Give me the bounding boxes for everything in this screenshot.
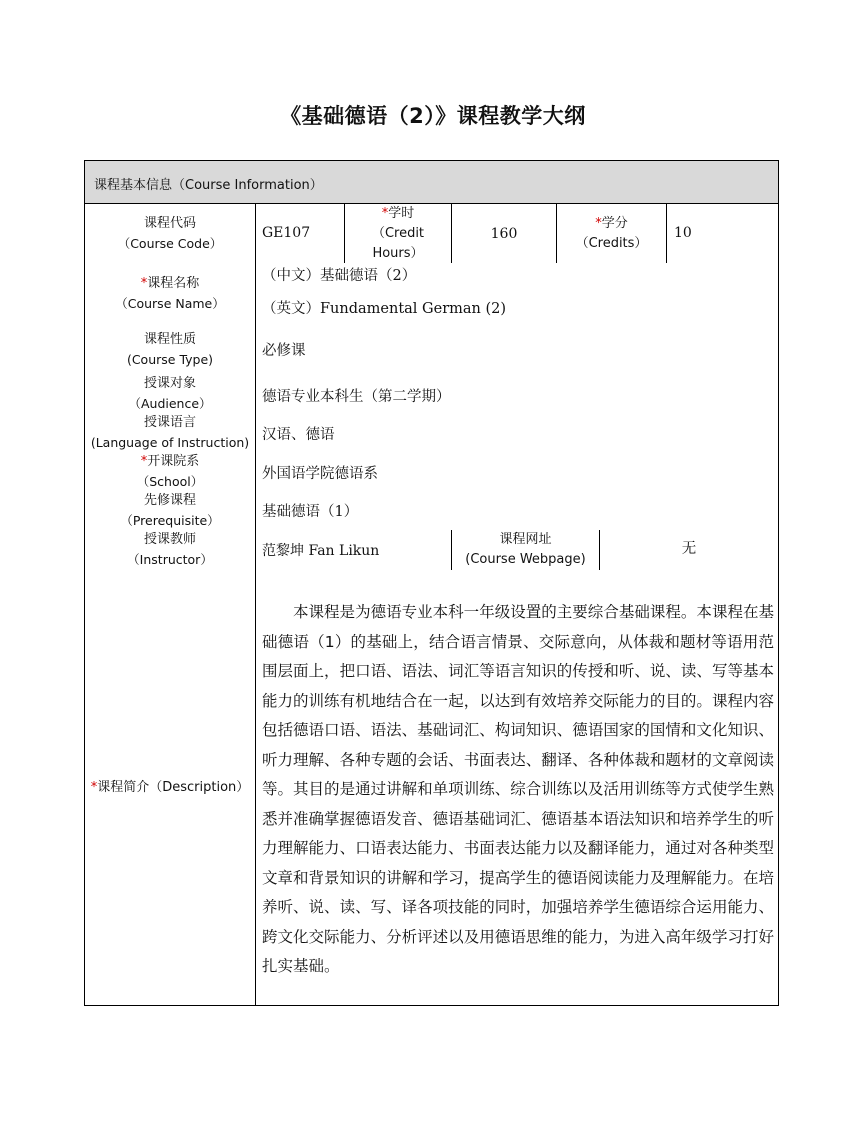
course-name-label: *课程名称 （Course Name） bbox=[115, 276, 225, 311]
description-text: 本课程是为德语专业本科一年级设置的主要综合基础课程。本课程在基础德语（1）的基础上，结合语言情景、交际意向，从体裁和题材等语用范围层面上，把口语、语法、词汇等语言知识的传授和听、说、读、写等基本能力的训练有机地结合在一起，以达到有效培养交际能力的目的。课程内容包括德语口语、语法、基础词汇、构词知识、德语国家的国情和文化知识、听力理解、各种专题的会话、书面表达、翻译、各种体裁和题材的文章阅读等。其目的是通过讲解和单项训练、综合训练以及活用训练等方式使学生熟悉并准确掌握德语发音、德语基础词汇、德语基本语法知识和培养学生的听力理解能力、口语表达能力、书面表达能力以及翻译能力，通过对各种类型文章和背景知识的讲解和学习，提高学生的德语阅读能力及理解能力。在培养听、说、读、写、译各项技能的同时，加强培养学生德语综合运用能力、跨文化交际能力、分析评述以及用德语思维的能力，为进入高年级学习打好扎实基础。 bbox=[262, 603, 774, 975]
audience-value: 德语专业本科生（第二学期） bbox=[262, 389, 451, 405]
instructor-label: 授课教师 （Instructor） bbox=[127, 532, 213, 567]
credit-hours-label: *学时 （Credit Hours） bbox=[371, 206, 425, 261]
language-label: 授课语言 (Language of Instruction) bbox=[90, 415, 250, 450]
description-label: *课程简介（Description） bbox=[90, 780, 250, 795]
course-name-cn: （中文）基础德语（2） bbox=[262, 268, 417, 284]
page-title: 《基础德语（2）》课程教学大纲 bbox=[280, 104, 586, 128]
school-label: *开课院系 （School） bbox=[136, 454, 204, 489]
credits-value: 10 bbox=[674, 225, 692, 241]
audience-label: 授课对象 （Audience） bbox=[128, 376, 212, 411]
language-value: 汉语、德语 bbox=[262, 427, 335, 443]
instructor-value: 范黎坤 Fan Likun bbox=[262, 543, 380, 559]
credits-label: *学分 （Credits） bbox=[575, 216, 648, 251]
section-header: 课程基本信息（Course Information） bbox=[94, 178, 323, 193]
course-type-value: 必修课 bbox=[262, 343, 306, 359]
webpage-value: 无 bbox=[681, 541, 697, 557]
webpage-label: 课程网址 (Course Webpage) bbox=[465, 532, 586, 567]
school-value: 外国语学院德语系 bbox=[262, 466, 378, 482]
course-name-en: （英文）Fundamental German (2) bbox=[262, 301, 507, 317]
credit-hours-value: 160 bbox=[490, 226, 518, 242]
column-divider bbox=[255, 204, 256, 1006]
course-code-value: GE107 bbox=[262, 225, 311, 241]
prerequisite-label: 先修课程 （Prerequisite） bbox=[120, 493, 220, 528]
course-code-label: 课程代码 （Course Code） bbox=[117, 216, 223, 251]
code-row-divider bbox=[666, 204, 667, 263]
prerequisite-value: 基础德语（1） bbox=[262, 504, 359, 520]
course-type-label: 课程性质 (Course Type) bbox=[126, 332, 214, 367]
